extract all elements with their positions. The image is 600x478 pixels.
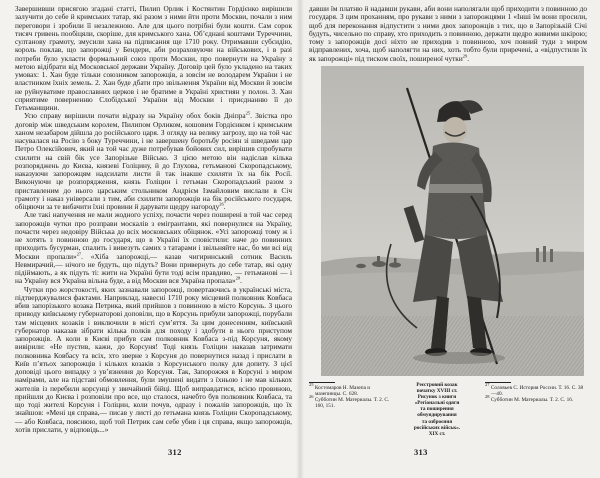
- caption-line: Рисунок з книги: [417, 394, 457, 401]
- footnote-text: Костомаров Н. Мазепа и мазепинцы. С. 628.: [314, 384, 371, 397]
- page-number-left: 312: [168, 447, 182, 457]
- footnote-text: Соловьев С. История России. Т. 16. С. 38—40.: [490, 384, 584, 397]
- footnote-number: 28: [485, 393, 490, 399]
- left-page-text: [15, 5, 292, 434]
- footnote: [309, 381, 391, 397]
- text-run: .: [467, 53, 470, 63]
- caption-line: та озброєння: [421, 418, 453, 425]
- footnote-ref[interactable]: 29: [462, 53, 468, 59]
- footnotes-left: [309, 382, 391, 409]
- text-run: «: [540, 45, 545, 55]
- text-run: .: [223, 202, 226, 211]
- caption-line: «Регіональні одяги: [414, 400, 460, 407]
- footnote: [485, 381, 587, 397]
- text-run: . Звістка про договір між шведським королем, Пилипом Орликом, кошовим Гордієнком і кримським ханом незабаром дійшла до російського царя. З огляду на велику загрозу, що на той час насувалася на Росію з боку Туреччини, і не завершену боротьбу росіян зі шведами цар Петро Олексійович, який на той час дуже потребував бойових сил, вирішив спробувати схилити на свій бік усе Запорізьке Військо. З цією метою він надіслав кілька розпоряджень до Києва, князеві Голіцину, й до Глухова, гетьманові Скоропадському, наказуючи запорожцям надсилати листи й так інакше схиляти їх на бік Росії. Виконуючи це розпорядження, князь Голіцин і гетьман Скоропадський разом з приставленим до нього царським стольником Андрієм Ізмайловим вислали в Січ грамоту і наказ універсали з тим, аби схилити запорожців на бік російського государя, обіцяючи за те вибачити їхні провини й дарувати щедру нагороду: [15, 111, 293, 211]
- paragraph: [15, 112, 292, 211]
- right-page: [300, 0, 600, 478]
- text-run: Усю справу вирішили почати відразу на Україну обох боків Дніпра: [24, 111, 246, 121]
- footnote-number: 25: [309, 381, 314, 387]
- footnote-ref[interactable]: 28: [235, 275, 241, 281]
- footnote-ref[interactable]: 26: [219, 201, 224, 207]
- text-run: давши їм платню й надавши рукави, аби вони наполягали щоб приходити з повинною до государя. З цим проханням, про рукави з ними з запорожцями 1 «Інші їм вони просили, щоб для переконання відпустити з ними двох запорожців з тих, що в Запорізькій Січі будуть, чисельно по справу, хто приходить з повинною, держати щедро живими шкірою; тому з запорожців досі ніхто не приходив з повинною, хоч повний туди з миром відправлених, хоча, щоб наполягти на них, хоть тобто були приречені, а: [309, 4, 587, 55]
- text-run: Чутки про жорстокості, яких зазнавали запорожці, повертаючись в українські міста, підтверджувалися фактами. Наприклад, навесні 1710 року місцевий полковник Ковбаса вбив запорізького козака Петрика, який прийшов з повинною в місто Корсунь. З цього приводу київському губернаторові доповіли, що в Корсунь прибули запорожці, порубали там місцевих козаків і виключили в місті сум’яття. За цим донесенням, київський губернатор наказав зібрати кілька полків для походу і здобути в нього приступом запорожців. А коли в Києві прибув сам полковник Ковбаса з-під Корсуня, якому вивірили: «Не пустив, кажи, до Корсуня! Тоді князь Голіцин наказав затримати полковника Ковбасу та всіх, хто зверне з Корсуня до повернутися назад і прислати в Київ п’ятьох запорожців і кількох козаків з Корсунського полку для допиту. З цієї доповіді цього випадку з ув’язнення до Корсуня. Так, Запорожжя в Корсуні з миром намірами, але на підставі обмовлення, були змушені видати з їхньою і не мав кількох жителів із перебили корсунці у звичайний бійці. Щоб виправдатися, всією провиною, прийшли до Києва і розповіли про все, що сталося, начебто був полковник Ковбаса, та що тоді жителі Корсуня і Голіцин, коли почув, одразу і пожалів запорожців, що їх знайшов: «Мені ця справа,— писав у листі до гетьмана князь Голіцин Скоропадському,— або Ковбаса, пояснюю, щоб той Петрик сам себе убив і ця справа, якщо запорожців, хотів прислати, у відповідь...»: [15, 284, 292, 434]
- caption-line: обмундирування: [417, 412, 457, 419]
- text-run: .: [240, 276, 242, 286]
- text-run: відпустили їх як запорожці» під тиском своїх, поширеної чутки: [309, 45, 588, 63]
- cossack-engraving: [321, 66, 584, 376]
- footnote-number: 26: [309, 393, 314, 399]
- caption-line: XIX ст.: [428, 430, 446, 437]
- caption-line: початку XVIII ст.: [416, 388, 458, 395]
- footnote-ref[interactable]: 27: [76, 251, 82, 257]
- book-gutter: [296, 0, 304, 478]
- footnote-number: 27: [485, 381, 490, 387]
- footnote: [485, 393, 587, 403]
- footnote: [309, 393, 391, 409]
- footnote-text: Субботин М. Материалы. Т. 2. С. 160, 151.: [314, 396, 390, 409]
- footnote-ref[interactable]: 25: [245, 110, 251, 116]
- illustration-caption: [397, 382, 477, 437]
- page-number-right: 313: [414, 447, 428, 457]
- footnotes-right: [485, 382, 587, 403]
- text-run: Але такі напучення не мали жодного успіху, почасти через поширені в той час серед запорожців чутки про розправи москалів з емігрантами, які повернулися на Україну, почасти через недовіру Війська до всіх московських обіцянок. «Усі запорожці тому ж і не хотять з повинною до государя, що в Україні їх сповістили: наче до повинних приходить бусурман, спалить і вивезуть самих з татарами і звільняйте нас, бо ми всі від Москви пропали»: [15, 210, 292, 261]
- footnote-text: Субботин М. Материалы. Т. 2. С. 16.: [490, 396, 574, 403]
- paragraph: [15, 286, 292, 435]
- text-run: Завершивши присягою згадані статті, Пилип Орлик і Костянтин Гордієнко вирішили залучити до себе й кримських татар, які разом з ними йти проти Москви, почали з ним переговори і зробили її незалежною. Але для цього потрібні були кошти. Сам сорок тисяч гривень пообіцяли, скоріше, для кримського хана. Об’єднані коштами Туреччини, султанову грамоту, змусили хана на підписання ще 1710 року. Отримавши субсидію, король поклав, що запорожці у Бендери, аби розраховуючи на військових, і в разі потреби було укласти формальний союз проти Москви, про повернути на Україну з метою відібрати від Московської держави Україну. Договір цей було укладено на таких умовах: 1. Хан буде тільки союзником запорожців, а зовсім не володарем України і не властником їхніх земель. 2. Хан буде дбати про звільнення України від Москви й зовсім не руйнуватиме православних церков і не братиме в Україні християн у полон. 3. Хан сприятиме поверненню Слобідської України від Москви і приєднанню її до Гетьманщини.: [15, 4, 292, 112]
- right-page-text: [309, 5, 587, 63]
- paragraph: [15, 211, 292, 285]
- caption-line: та поширення: [420, 406, 454, 413]
- footnotes-and-caption: [309, 382, 592, 442]
- caption-line: російських військ».: [413, 424, 461, 431]
- paragraph: [309, 5, 587, 63]
- text-run: . «Хіба запорожці,— казав чигиринський сотник Василь Невмирачий,— нічого не будуть, що підуть? Вони привернуть до себе татар, які одну підіймають, а як підуть ті: жити на Україні бути тоді всім правдиво, — гетьманові — і на Україну вся Україна вільна буде, а від Москви вся Україна пропала»: [15, 251, 292, 286]
- caption-line: Реєстровий козак: [416, 382, 458, 388]
- paragraph: [15, 5, 292, 112]
- cossack-illustration: [321, 66, 584, 376]
